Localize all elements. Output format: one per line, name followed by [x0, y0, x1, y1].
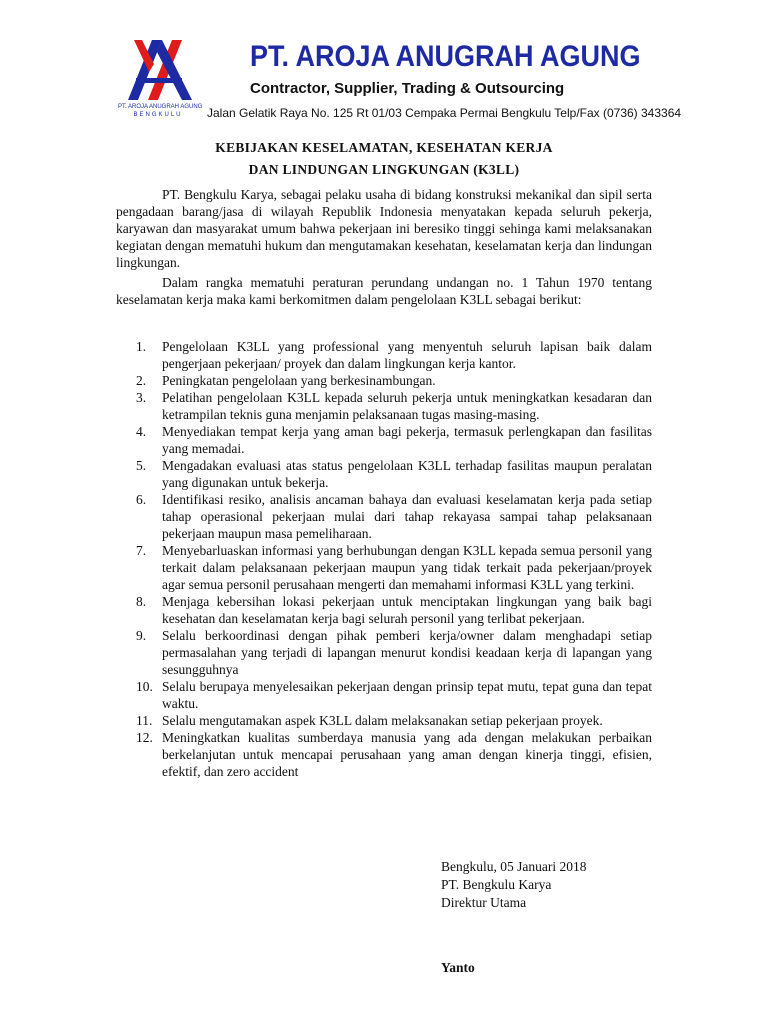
list-item — [116, 729, 652, 780]
signature-position: Direktur Utama — [441, 895, 527, 910]
list-item-number: 7. — [136, 543, 147, 558]
list-item-text: Menyebarluaskan informasi yang berhubungan dengan K3LL kepada semua personil yang terkait dalam pelaksanaan pekerjaan maupun yang tidak terkait pada pekerjaan/proyek agar semua personil perusahaan mengerti dan memahami informasi K3LL yang terkini. — [162, 543, 652, 592]
list-item-number: 2. — [136, 373, 147, 388]
policy-list — [116, 338, 652, 780]
list-item-text: Menyediakan tempat kerja yang aman bagi pekerja, termasuk perlengkapan dan fasilitas yang memadai. — [162, 424, 652, 456]
company-address: Jalan Gelatik Raya No. 125 Rt 01/03 Cempaka Permai Bengkulu Telp/Fax (0736) 343364 — [207, 106, 682, 120]
list-item — [116, 338, 652, 372]
list-item-number: 5. — [136, 458, 147, 473]
list-item-text: Peningkatan pengelolaan yang berkesinambungan. — [162, 373, 436, 388]
document-title-line1: KEBIJAKAN KESELAMATAN, KESEHATAN KERJA — [215, 140, 553, 155]
signature-company: PT. Bengkulu Karya — [441, 877, 552, 892]
logo-city: BENGKULU — [133, 112, 183, 118]
list-item-text: Mengadakan evaluasi atas status pengelolaan K3LL terhadap fasilitas maupun peralatan yang digunakan untuk bekerja. — [162, 458, 652, 490]
intro-paragraph: PT. Bengkulu Karya, sebagai pelaku usaha di bidang konstruksi mekanikal dan sipil serta pengadaan barang/jasa di wilayah Republik Indonesia menyatakan kepada seluruh pekerja, karyawan dan masyarakat umum bahwa pekerjaan ini beresiko tinggi sehinga kami melaksanakan kegiatan dengan mematuhi hukum dan mengutamakan kesehatan, keselamatan kerja dan lindungan lingkungan. — [116, 187, 652, 270]
list-item-number: 9. — [136, 628, 147, 643]
list-item-text: Pelatihan pengelolaan K3LL kepada seluruh pekerja untuk meningkatkan kesadaran dan ketrampilan teknis guna menjamin pelaksanaan tugas masing-masing. — [162, 390, 652, 422]
list-item — [116, 423, 652, 457]
list-item-number: 1. — [136, 339, 147, 354]
list-item-text: Pengelolaan K3LL yang professional yang menyentuh seluruh lapisan baik dalam pengerjaan pekerjaan/ proyek dan dalam lingkungan kerja kantor. — [162, 339, 652, 371]
list-item-number: 8. — [136, 594, 147, 609]
commitment-paragraph: Dalam rangka mematuhi peraturan perundang undangan no. 1 Tahun 1970 tentang keselamatan kerja maka kami berkomitmen dalam pengelolaan K3LL sebagai berikut: — [116, 275, 652, 307]
list-item-text: Selalu mengutamakan aspek K3LL dalam melaksanakan setiap pekerjaan proyek. — [162, 713, 603, 728]
company-logo-icon — [122, 38, 194, 102]
list-item-text: Identifikasi resiko, analisis ancaman bahaya dan evaluasi keselamatan kerja pada setiap tahap operasional pekerjaan mulai dari tahap rekayasa sampai tahap pelaksanaan pekerjaan maupun masa pemeliharaan. — [162, 492, 652, 541]
list-item-number: 10. — [136, 679, 153, 694]
list-item-text: Selalu berupaya menyelesaikan pekerjaan dengan prinsip tepat mutu, tepat guna dan tepat waktu. — [162, 679, 652, 711]
signature-place-date: Bengkulu, 05 Januari 2018 — [441, 859, 587, 874]
list-item — [116, 593, 652, 627]
signatory-name: Yanto — [441, 960, 475, 975]
list-item — [116, 491, 652, 542]
list-item-text: Menjaga kebersihan lokasi pekerjaan untuk menciptakan lingkungan yang baik bagi kesehatan dan keselamatan kerja bagi selurah personil yang terlibat pekerjaan. — [162, 594, 652, 626]
list-item — [116, 372, 652, 389]
list-item-text: Selalu berkoordinasi dengan pihak pemberi kerja/owner dalam menghadapi setiap permasalahan yang terjadi di lapangan menurut kondisi keadaan kerja di lapangan yang sesungguhnya — [162, 628, 652, 677]
company-tagline: Contractor, Supplier, Trading & Outsourcing — [250, 80, 565, 97]
list-item-text: Meningkatkan kualitas sumberdaya manusia yang ada dengan melakukan perbaikan berkelanjutan untuk mencapai perusahaan yang aman dengan kinerja tinggi, efisien, efektif, dan zero accident — [162, 730, 652, 779]
list-item-number: 12. — [136, 730, 153, 745]
list-item — [116, 678, 652, 712]
list-item-number: 11. — [136, 713, 153, 728]
list-item-number: 4. — [136, 424, 147, 439]
list-item — [116, 457, 652, 491]
list-item — [116, 627, 652, 678]
list-item — [116, 712, 652, 729]
signature-block — [441, 858, 586, 912]
company-logo — [118, 38, 203, 124]
list-item-number: 3. — [136, 390, 147, 405]
document-title-line2: DAN LINDUNGAN LINGKUNGAN (K3LL) — [248, 162, 520, 177]
logo-company-name: PT. AROJA ANUGRAH AGUNG — [118, 104, 203, 110]
list-item — [116, 389, 652, 423]
list-item — [116, 542, 652, 593]
company-name: PT. AROJA ANUGRAH AGUNG — [250, 40, 641, 73]
list-item-number: 6. — [136, 492, 147, 507]
